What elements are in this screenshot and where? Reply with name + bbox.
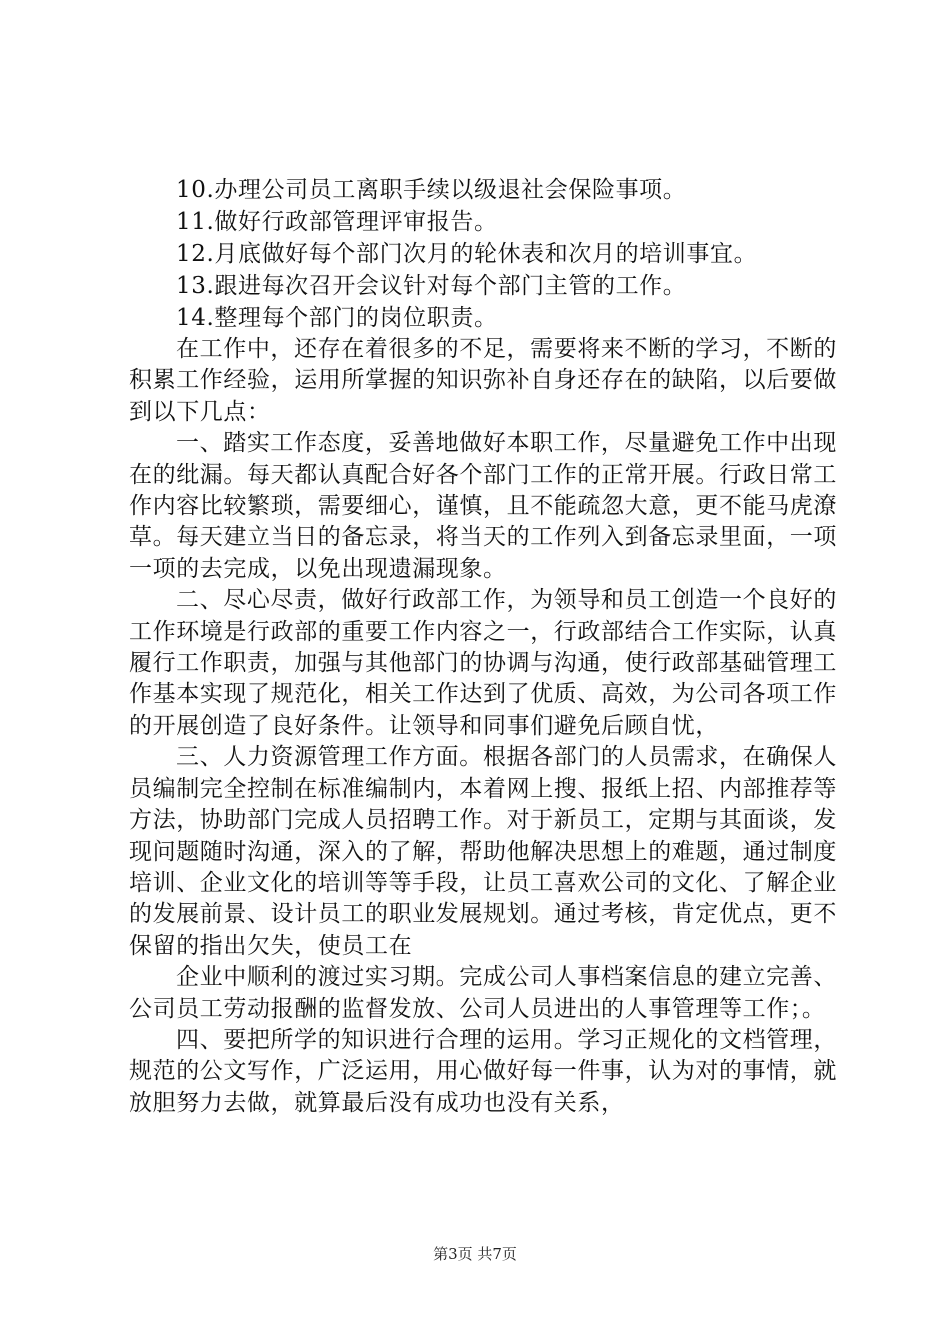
list-item-11: 11.做好行政部管理评审报告。 — [176, 209, 498, 235]
list-item-12: 12.月底做好每个部门次月的轮休表和次月的培训事宜。 — [176, 241, 758, 267]
list-item-10: 10.办理公司员工离职手续以级退社会保险事项。 — [176, 177, 687, 203]
list-item-13: 13.跟进每次召开会议针对每个部门主管的工作。 — [176, 273, 687, 299]
page-number-footer: 第3页 共7页 — [433, 1245, 517, 1263]
paragraph-point-1: 一、踏实工作态度，妥善地做好本职工作，尽量避免工作中出现在的纰漏。每天都认真配合好各个部门工作的正常开展。行政日常工作内容比较繁琐，需要细心，谨慎，且不能疏忽大意，更不能马虎潦草。每天建立当日的备忘录，将当天的工作列入到备忘录里面，一项一项的去完成，以免出现遗漏现象。 — [129, 430, 837, 582]
paragraph-point-2: 二、尽心尽责，做好行政部工作，为领导和员工创造一个良好的工作环境是行政部的重要工作内容之一，行政部结合工作实际，认真履行工作职责，加强与其他部门的协调与沟通，使行政部基础管理工作基本实现了规范化，相关工作达到了优质、高效，为公司各项工作的开展创造了良好条件。让领导和同事们避免后顾自忧， — [129, 587, 837, 739]
paragraph-point-3-continued: 企业中顺利的渡过实习期。完成公司人事档案信息的建立完善、公司员工劳动报酬的监督发放、公司人员进出的人事管理等工作；。 — [129, 964, 837, 1022]
paragraph-point-3: 三、人力资源管理工作方面。根据各部门的人员需求，在确保人员编制完全控制在标准编制内，本着网上搜、报纸上招、内部推荐等方法，协助部门完成人员招聘工作。对于新员工，定期与其面谈，发现问题随时沟通，深入的了解，帮助他解决思想上的难题，通过制度培训、企业文化的培训等等手段，让员工喜欢公司的文化、了解企业的发展前景、设计员工的职业发展规划。通过考核，肯定优点，更不保留的指出欠失，使员工在 — [129, 744, 837, 959]
document-body — [129, 174, 837, 1119]
paragraph-shortcomings: 在工作中，还存在着很多的不足，需要将来不断的学习，不断的积累工作经验，运用所掌握的知识弥补自身还存在的缺陷，以后要做到以下几点： — [129, 336, 837, 425]
paragraph-point-4: 四、要把所学的知识进行合理的运用。学习正规化的文档管理，规范的公文写作，广泛运用，用心做好每一件事，认为对的事情，就放胆努力去做，就算最后没有成功也没有关系， — [129, 1026, 837, 1116]
list-item-14: 14.整理每个部门的岗位职责。 — [176, 305, 498, 331]
